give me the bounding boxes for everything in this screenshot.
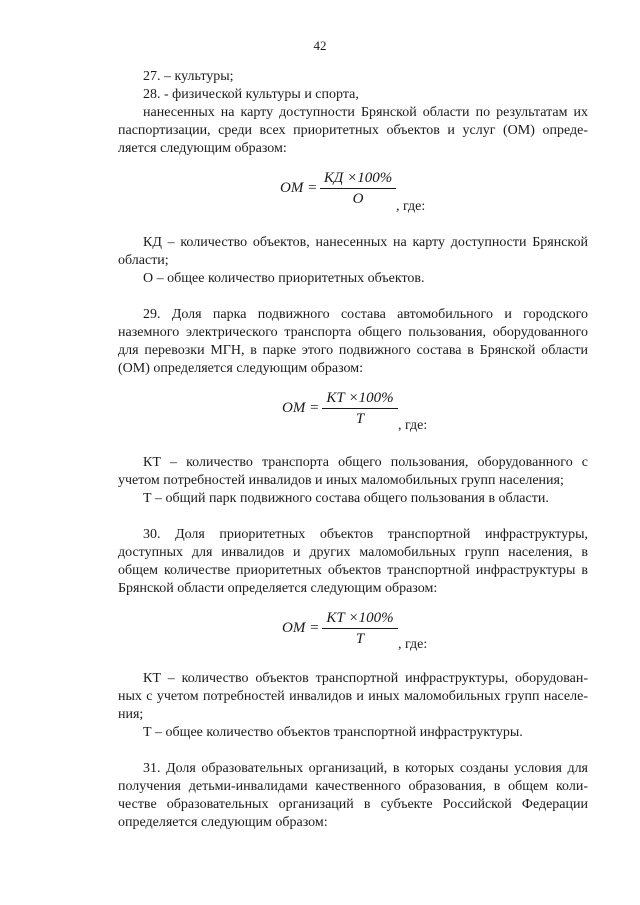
- definition-line: области;: [118, 253, 169, 268]
- paragraph-line: 29. Доля парка подвижного состава автомобильного и городского: [143, 307, 588, 322]
- paragraph-line: определяется следующим образом:: [118, 815, 328, 830]
- fraction-bar: [322, 628, 398, 629]
- definition-line: Т – общий парк подвижного состава общего пользования в области.: [143, 491, 549, 506]
- paragraph-line: 31. Доля образовательных организаций, в которых созданы условия для: [143, 761, 588, 776]
- definition-line: О – общее количество приоритетных объектов.: [143, 271, 425, 286]
- formula-lhs: ОМ =: [282, 400, 320, 416]
- paragraph-line: общем количестве приоритетных объектов транспортной инфраструктуры в: [118, 563, 588, 578]
- definition-line: ных с учетом потребностей инвалидов и иных маломобильных групп населе-: [118, 689, 588, 704]
- definition-line: учетом потребностей инвалидов и иных маломобильных групп населения;: [118, 473, 564, 488]
- formula-suffix: , где:: [398, 637, 428, 652]
- paragraph-line: честве образовательных организаций в субъекте Российской Федерации: [118, 797, 588, 812]
- definition-line: КД – количество объектов, нанесенных на карту доступности Брянской: [143, 235, 588, 250]
- paragraph-line: получения детьми-инвалидами качественного образования, в общем коли-: [118, 779, 588, 794]
- paragraph-line: наземного электрического транспорта общего пользования, оборудованного: [118, 325, 588, 340]
- definition-line: Т – общее количество объектов транспортной инфраструктуры.: [143, 725, 523, 740]
- formula-denominator: О: [352, 191, 364, 207]
- page-number: 42: [313, 38, 327, 53]
- definition-line: ния;: [118, 707, 144, 722]
- list-item-27: 27. – культуры;: [143, 69, 234, 84]
- formula-lhs: ОМ =: [282, 620, 320, 636]
- paragraph-line: 30. Доля приоритетных объектов транспортной инфраструктуры,: [143, 527, 588, 542]
- paragraph-line: паспортизации, среди всех приоритетных объектов и услуг (ОМ) опреде-: [118, 123, 588, 138]
- paragraph-line: Брянской области определяется следующим образом:: [118, 581, 438, 596]
- formula-suffix: , где:: [398, 418, 428, 433]
- formula-numerator: КТ ×100%: [326, 610, 394, 626]
- paragraph-line: для перевозки МГН, в парке этого подвижного состава в Брянской области: [118, 343, 588, 358]
- formula-lhs: ОМ =: [280, 180, 318, 196]
- formula-numerator: КТ ×100%: [326, 390, 394, 406]
- paragraph-line: (ОМ) определяется следующим образом:: [118, 361, 364, 376]
- formula-denominator: Т: [355, 631, 365, 647]
- formula-numerator: КД ×100%: [323, 170, 393, 186]
- paragraph-line: доступных для инвалидов и других маломобильных групп населения, в: [118, 545, 588, 560]
- definition-line: КТ – количество объектов транспортной инфраструктуры, оборудован-: [143, 671, 588, 686]
- formula-denominator: Т: [355, 411, 365, 427]
- definition-line: КТ – количество транспорта общего пользования, оборудованного с: [143, 455, 588, 470]
- fraction-bar: [322, 408, 398, 409]
- paragraph-line: нанесенных на карту доступности Брянской области по результатам их: [143, 105, 588, 120]
- list-item-28: 28. - физической культуры и спорта,: [143, 87, 359, 102]
- formula-suffix: , где:: [396, 199, 426, 214]
- fraction-bar: [320, 188, 396, 189]
- paragraph-line: ляется следующим образом:: [118, 141, 287, 156]
